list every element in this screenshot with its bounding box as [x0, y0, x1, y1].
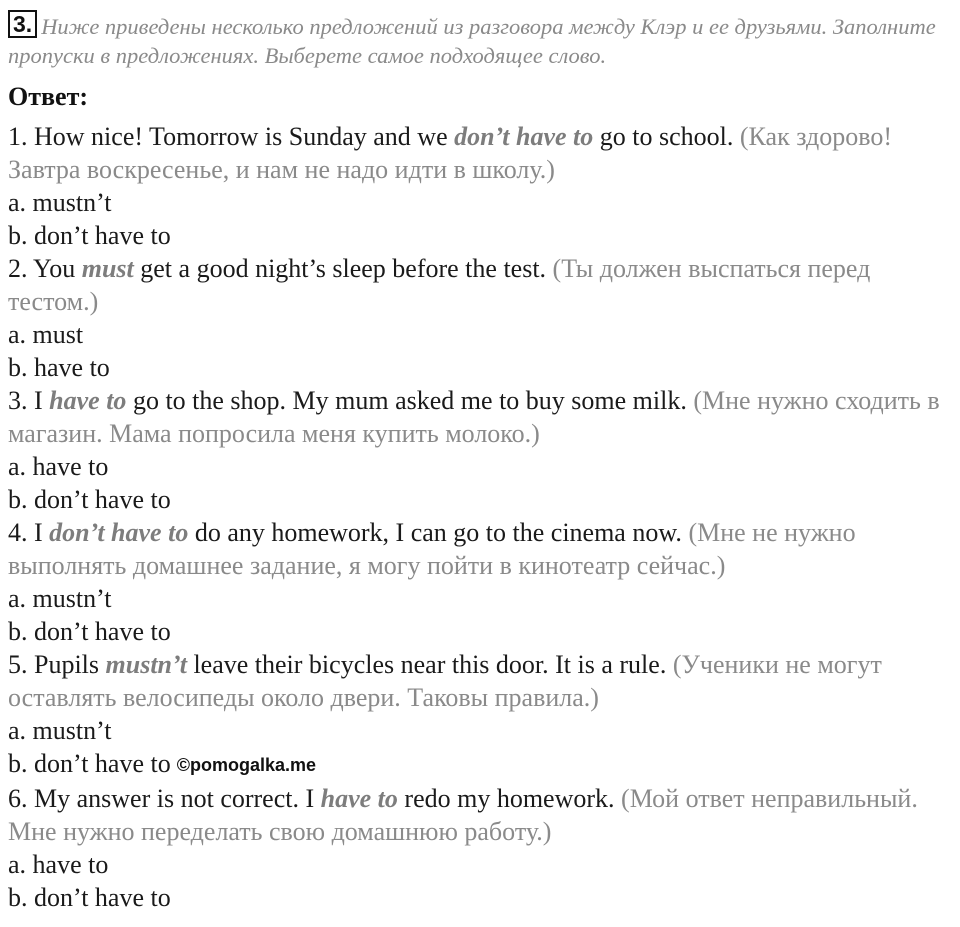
- answer-item: [8, 384, 954, 516]
- option-a: a. have to: [8, 850, 109, 879]
- answer-item: [8, 648, 954, 782]
- sentence-before: My answer is not correct. I: [34, 784, 315, 813]
- option-b: [8, 747, 954, 782]
- task-instruction: [8, 10, 954, 70]
- answer-word: must: [81, 254, 134, 283]
- sentence-before: How nice! Tomorrow is Sunday and we: [34, 122, 448, 151]
- sentence-before: You: [33, 254, 76, 283]
- option-a: a. mustn’t: [8, 188, 112, 217]
- answer-word: have to: [320, 784, 398, 813]
- translation: (Ты должен выспаться перед тестом.): [8, 254, 871, 316]
- item-number: 5.: [8, 650, 28, 679]
- translation: (Ученики не могут оставлять велосипеды около двери. Таковы правила.): [8, 650, 882, 712]
- option-b: b. don’t have to: [8, 221, 171, 250]
- answer-heading: Ответ:: [8, 82, 89, 111]
- translation: (Мне не нужно выполнять домашнее задание, я могу пойти в кинотеатр сейчас.): [8, 518, 856, 580]
- sentence: [8, 648, 954, 714]
- answer-word: don’t have to: [454, 122, 594, 151]
- sentence-after: do any homework, I can go to the cinema now.: [194, 518, 682, 547]
- item-number: 6.: [8, 784, 28, 813]
- option-b: b. don’t have to: [8, 883, 171, 912]
- translation: (Как здорово! Завтра воскресенье, и нам не надо идти в школу.): [8, 122, 893, 184]
- answer-item: [8, 120, 954, 252]
- sentence: [8, 516, 954, 582]
- answer-item: [8, 516, 954, 648]
- sentence-before: Pupils: [34, 650, 100, 679]
- sentence-after: go to school.: [599, 122, 734, 151]
- option-a: a. mustn’t: [8, 584, 112, 613]
- sentence: [8, 782, 954, 848]
- option-b: b. have to: [8, 353, 110, 382]
- translation: (Мне нужно сходить в магазин. Мама попросила меня купить молоко.): [8, 386, 940, 448]
- sentence-after: get a good night’s sleep before the test.: [140, 254, 547, 283]
- option-b: b. don’t have to: [8, 485, 171, 514]
- sentence-after: go to the shop. My mum asked me to buy some milk.: [132, 386, 687, 415]
- exercise-page: [8, 10, 954, 914]
- answer-item: [8, 782, 954, 914]
- sentence-after: leave their bicycles near this door. It is a rule.: [193, 650, 667, 679]
- sentence-before: I: [34, 518, 43, 547]
- answer-item: [8, 252, 954, 384]
- answer-word: mustn’t: [105, 650, 187, 679]
- item-number: 4.: [8, 518, 28, 547]
- option-b-text: b. don’t have to: [8, 749, 171, 778]
- option-a: a. have to: [8, 452, 109, 481]
- task-instruction-text: Ниже приведены несколько предложений из разговора между Клэр и ее друзьями. Заполните пропуски в предложениях. Выберете самое подходящее слово.: [8, 14, 936, 68]
- answer-word: don’t have to: [49, 518, 189, 547]
- option-b: b. don’t have to: [8, 617, 171, 646]
- sentence: [8, 384, 954, 450]
- option-a: a. mustn’t: [8, 716, 112, 745]
- item-number: 2.: [8, 254, 28, 283]
- task-number-badge: 3.: [8, 10, 37, 38]
- answer-word: have to: [49, 386, 127, 415]
- option-a: a. must: [8, 320, 84, 349]
- sentence: [8, 252, 954, 318]
- item-number: 1.: [8, 122, 28, 151]
- answer-list: [8, 120, 954, 914]
- sentence: [8, 120, 954, 186]
- sentence-before: I: [34, 386, 43, 415]
- sentence-after: redo my homework.: [404, 784, 615, 813]
- translation: (Мой ответ неправильный. Мне нужно переделать свою домашнюю работу.): [8, 784, 918, 846]
- watermark: ©pomogalka.me: [176, 755, 317, 775]
- item-number: 3.: [8, 386, 28, 415]
